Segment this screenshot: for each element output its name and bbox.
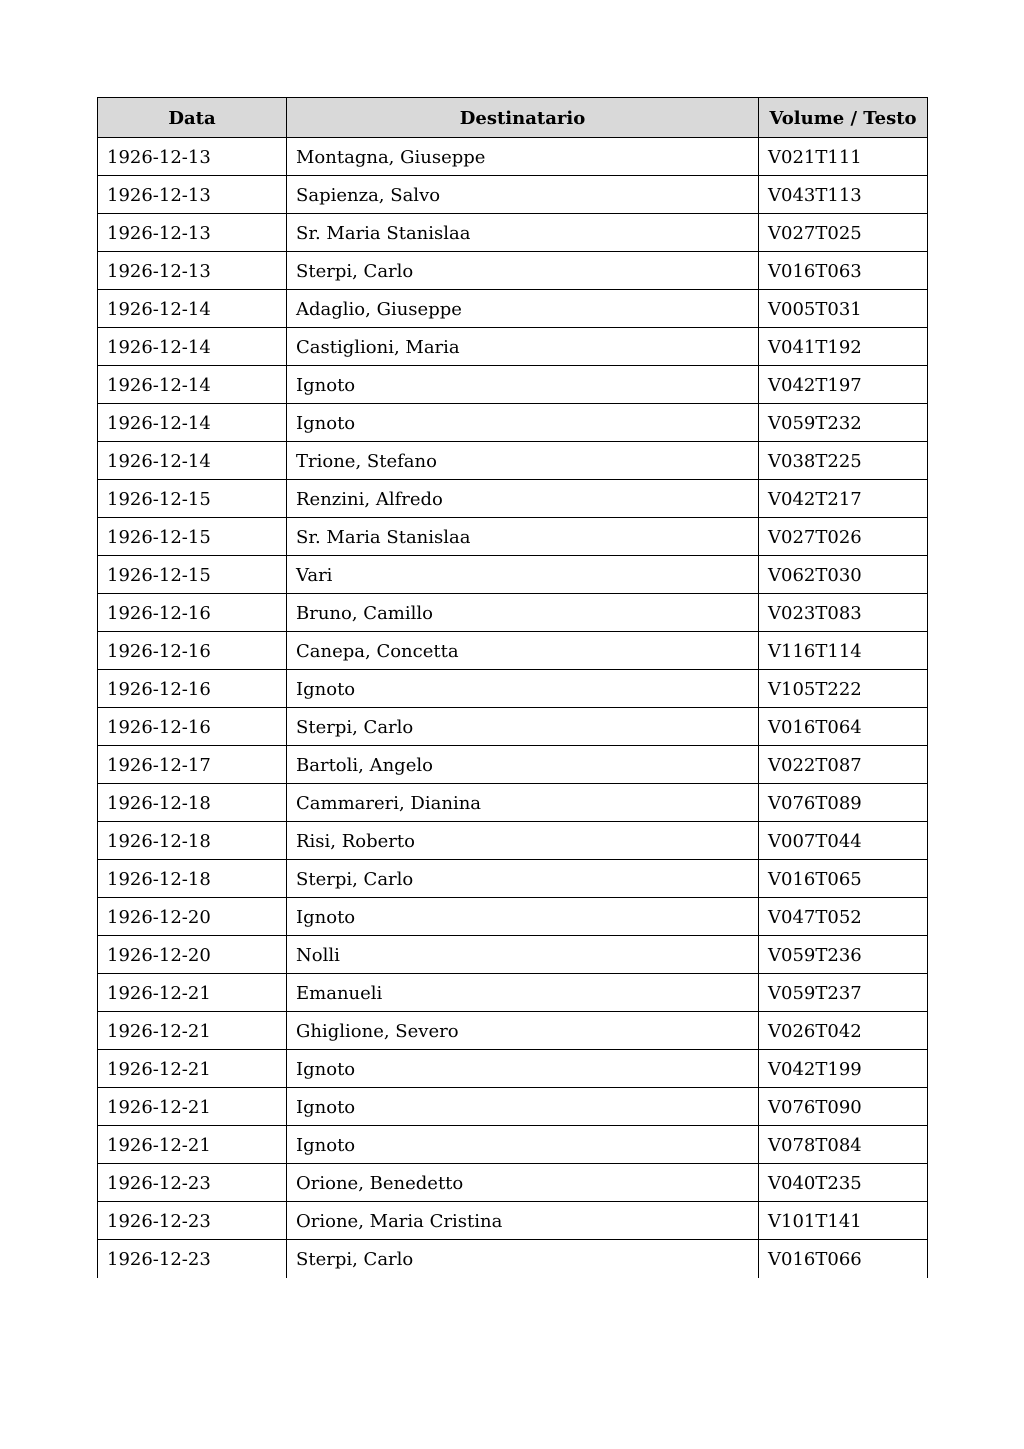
letters-index-table: [97, 97, 928, 1278]
table-row: [98, 594, 928, 632]
table-row: [98, 138, 928, 176]
table-row: [98, 1240, 928, 1278]
cell-volume-text: V062T030: [759, 556, 928, 594]
cell-recipient: Sr. Maria Stanislaa: [287, 518, 759, 556]
table-row: [98, 1050, 928, 1088]
table-row: [98, 860, 928, 898]
cell-volume-text: V059T236: [759, 936, 928, 974]
cell-date: 1926-12-17: [98, 746, 287, 784]
table-row: [98, 746, 928, 784]
cell-recipient: Sterpi, Carlo: [287, 252, 759, 290]
cell-volume-text: V007T044: [759, 822, 928, 860]
header-recipient: Destinatario: [287, 98, 759, 138]
cell-date: 1926-12-21: [98, 974, 287, 1012]
cell-date: 1926-12-23: [98, 1164, 287, 1202]
cell-date: 1926-12-14: [98, 328, 287, 366]
table-row: [98, 784, 928, 822]
cell-volume-text: V076T089: [759, 784, 928, 822]
cell-recipient: Sterpi, Carlo: [287, 708, 759, 746]
table-row: [98, 1088, 928, 1126]
table-row: [98, 518, 928, 556]
cell-recipient: Ignoto: [287, 1126, 759, 1164]
document-page: [97, 97, 927, 1278]
table-row: [98, 442, 928, 480]
cell-date: 1926-12-14: [98, 366, 287, 404]
cell-recipient: Vari: [287, 556, 759, 594]
cell-recipient: Orione, Maria Cristina: [287, 1202, 759, 1240]
cell-volume-text: V042T217: [759, 480, 928, 518]
cell-date: 1926-12-18: [98, 860, 287, 898]
header-date: Data: [98, 98, 287, 138]
cell-volume-text: V016T065: [759, 860, 928, 898]
cell-date: 1926-12-21: [98, 1012, 287, 1050]
cell-recipient: Castiglioni, Maria: [287, 328, 759, 366]
cell-volume-text: V005T031: [759, 290, 928, 328]
cell-volume-text: V042T197: [759, 366, 928, 404]
cell-date: 1926-12-14: [98, 442, 287, 480]
cell-recipient: Sterpi, Carlo: [287, 860, 759, 898]
table-body: [98, 138, 928, 1278]
cell-volume-text: V027T026: [759, 518, 928, 556]
cell-recipient: Ignoto: [287, 404, 759, 442]
cell-volume-text: V047T052: [759, 898, 928, 936]
cell-recipient: Ignoto: [287, 1088, 759, 1126]
cell-date: 1926-12-21: [98, 1050, 287, 1088]
cell-recipient: Ignoto: [287, 366, 759, 404]
cell-recipient: Ignoto: [287, 898, 759, 936]
cell-volume-text: V059T232: [759, 404, 928, 442]
cell-recipient: Sr. Maria Stanislaa: [287, 214, 759, 252]
cell-recipient: Ignoto: [287, 1050, 759, 1088]
cell-recipient: Ignoto: [287, 670, 759, 708]
header-volume-text: Volume / Testo: [759, 98, 928, 138]
cell-date: 1926-12-15: [98, 556, 287, 594]
cell-date: 1926-12-23: [98, 1202, 287, 1240]
table-row: [98, 556, 928, 594]
table-row: [98, 1164, 928, 1202]
table-row: [98, 670, 928, 708]
table-row: [98, 936, 928, 974]
cell-date: 1926-12-20: [98, 898, 287, 936]
cell-volume-text: V027T025: [759, 214, 928, 252]
cell-volume-text: V022T087: [759, 746, 928, 784]
cell-date: 1926-12-16: [98, 632, 287, 670]
table-row: [98, 1012, 928, 1050]
cell-recipient: Risi, Roberto: [287, 822, 759, 860]
cell-volume-text: V038T225: [759, 442, 928, 480]
cell-date: 1926-12-13: [98, 214, 287, 252]
table-row: [98, 708, 928, 746]
cell-volume-text: V059T237: [759, 974, 928, 1012]
table-row: [98, 404, 928, 442]
cell-date: 1926-12-14: [98, 290, 287, 328]
cell-volume-text: V023T083: [759, 594, 928, 632]
cell-date: 1926-12-20: [98, 936, 287, 974]
cell-volume-text: V043T113: [759, 176, 928, 214]
cell-volume-text: V016T066: [759, 1240, 928, 1278]
cell-volume-text: V101T141: [759, 1202, 928, 1240]
cell-volume-text: V021T111: [759, 138, 928, 176]
cell-recipient: Nolli: [287, 936, 759, 974]
table-row: [98, 290, 928, 328]
table-row: [98, 214, 928, 252]
cell-date: 1926-12-16: [98, 594, 287, 632]
header-row: [98, 98, 928, 138]
table-row: [98, 176, 928, 214]
table-row: [98, 632, 928, 670]
cell-date: 1926-12-15: [98, 480, 287, 518]
cell-volume-text: V105T222: [759, 670, 928, 708]
cell-recipient: Bruno, Camillo: [287, 594, 759, 632]
cell-date: 1926-12-14: [98, 404, 287, 442]
table-row: [98, 1202, 928, 1240]
table-row: [98, 898, 928, 936]
cell-recipient: Adaglio, Giuseppe: [287, 290, 759, 328]
table-row: [98, 366, 928, 404]
cell-date: 1926-12-21: [98, 1088, 287, 1126]
cell-volume-text: V016T064: [759, 708, 928, 746]
cell-date: 1926-12-18: [98, 822, 287, 860]
cell-date: 1926-12-15: [98, 518, 287, 556]
cell-date: 1926-12-13: [98, 252, 287, 290]
cell-volume-text: V040T235: [759, 1164, 928, 1202]
cell-date: 1926-12-16: [98, 670, 287, 708]
table-header: [98, 98, 928, 138]
table-row: [98, 822, 928, 860]
cell-recipient: Sapienza, Salvo: [287, 176, 759, 214]
cell-recipient: Cammareri, Dianina: [287, 784, 759, 822]
cell-recipient: Emanueli: [287, 974, 759, 1012]
table-row: [98, 252, 928, 290]
cell-volume-text: V041T192: [759, 328, 928, 366]
cell-volume-text: V016T063: [759, 252, 928, 290]
cell-volume-text: V026T042: [759, 1012, 928, 1050]
cell-volume-text: V116T114: [759, 632, 928, 670]
cell-date: 1926-12-23: [98, 1240, 287, 1278]
cell-recipient: Montagna, Giuseppe: [287, 138, 759, 176]
cell-recipient: Bartoli, Angelo: [287, 746, 759, 784]
table-row: [98, 1126, 928, 1164]
cell-recipient: Sterpi, Carlo: [287, 1240, 759, 1278]
cell-date: 1926-12-13: [98, 138, 287, 176]
cell-recipient: Renzini, Alfredo: [287, 480, 759, 518]
cell-date: 1926-12-13: [98, 176, 287, 214]
cell-volume-text: V042T199: [759, 1050, 928, 1088]
table-row: [98, 480, 928, 518]
table-row: [98, 328, 928, 366]
cell-recipient: Canepa, Concetta: [287, 632, 759, 670]
cell-recipient: Trione, Stefano: [287, 442, 759, 480]
cell-date: 1926-12-21: [98, 1126, 287, 1164]
cell-date: 1926-12-18: [98, 784, 287, 822]
cell-recipient: Orione, Benedetto: [287, 1164, 759, 1202]
cell-volume-text: V078T084: [759, 1126, 928, 1164]
cell-recipient: Ghiglione, Severo: [287, 1012, 759, 1050]
cell-date: 1926-12-16: [98, 708, 287, 746]
table-row: [98, 974, 928, 1012]
cell-volume-text: V076T090: [759, 1088, 928, 1126]
